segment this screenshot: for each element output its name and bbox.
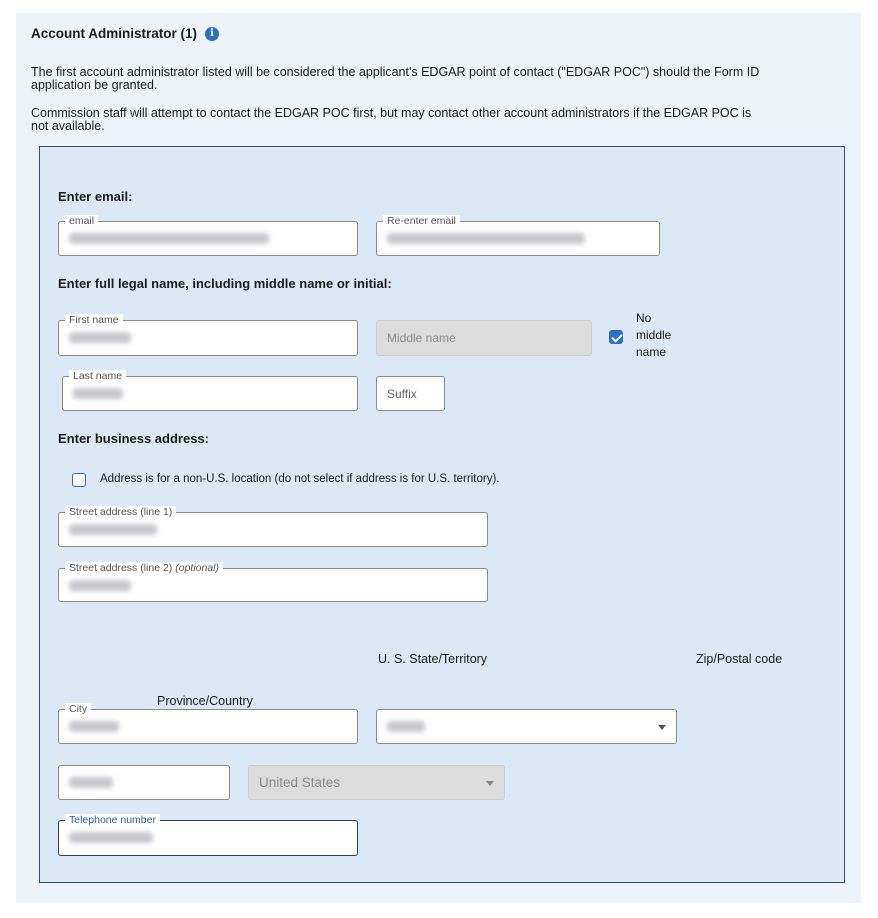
non-us-location-label: Address is for a non-U.S. location (do not select if address is for U.S. territory).: [100, 473, 500, 485]
reenter-email-field[interactable]: [376, 215, 660, 256]
street-line2-label-text: Street address (line 2): [69, 562, 173, 574]
first-name-field[interactable]: [58, 314, 358, 356]
address-heading: Enter business address:: [58, 431, 209, 446]
email-field[interactable]: [58, 215, 358, 256]
poc-description-line1: The first account administrator listed will be considered the applicant's EDGAR point of contact ("EDGAR POC") should the Form ID: [31, 65, 760, 79]
zip-code-field-value: [69, 777, 113, 788]
contact-description-line2: not available.: [31, 119, 105, 133]
section-title: Account Administrator (1): [31, 26, 198, 41]
middle-name-field[interactable]: [376, 320, 592, 356]
zip-code-field[interactable]: [58, 765, 230, 800]
last-name-field-value: [73, 388, 123, 399]
reenter-email-field-value: [387, 233, 585, 244]
street-line1-field-label: Street address (line 1): [65, 506, 176, 518]
street-line2-field-label: [65, 562, 223, 574]
telephone-field[interactable]: [58, 814, 358, 856]
country-select-caret-icon: [486, 781, 494, 786]
province-country-label: Province/Country: [157, 694, 253, 708]
no-middle-name-checkbox[interactable]: [609, 330, 623, 344]
last-name-field-label: Last name: [69, 370, 126, 382]
middle-name-placeholder: Middle name: [387, 331, 456, 345]
suffix-placeholder: Suffix: [387, 386, 417, 401]
no-middle-name-label: [636, 310, 671, 361]
first-name-field-value: [69, 332, 131, 343]
no-middle-name-label-line3: name: [636, 345, 667, 359]
street-line1-field[interactable]: [58, 506, 488, 547]
poc-description: [31, 66, 841, 92]
email-field-value: [69, 233, 269, 244]
telephone-field-label: Telephone number: [65, 814, 160, 826]
email-heading: Enter email:: [58, 189, 133, 204]
state-select[interactable]: [376, 709, 677, 744]
zip-column-label: Zip/Postal code: [696, 652, 783, 666]
street-line2-field[interactable]: [58, 562, 488, 602]
street-line1-field-value: [69, 524, 157, 535]
non-us-location-checkbox[interactable]: [72, 473, 86, 487]
email-field-label: email: [65, 215, 98, 227]
info-icon[interactable]: i: [205, 27, 219, 41]
state-column-label: U. S. State/Territory: [378, 652, 488, 666]
country-select[interactable]: [248, 765, 505, 800]
last-name-field[interactable]: [62, 370, 358, 411]
contact-description-line1: Commission staff will attempt to contact the EDGAR POC first, but may contact other account administrators if the EDGAR POC is: [31, 106, 752, 120]
no-middle-name-label-line1: No: [636, 311, 652, 325]
state-select-caret-icon: [658, 725, 666, 730]
state-select-value: [387, 721, 425, 732]
city-field[interactable]: [58, 703, 358, 744]
city-field-value: [69, 721, 119, 732]
no-middle-name-label-line2: middle: [636, 328, 672, 342]
street-line2-optional: (optional): [175, 562, 220, 574]
city-field-label: City: [65, 703, 91, 715]
reenter-email-field-label: Re-enter email: [383, 215, 460, 227]
name-heading: Enter full legal name, including middle name or initial:: [58, 276, 392, 291]
contact-description: [31, 107, 841, 133]
poc-description-line2: application be granted.: [31, 78, 158, 92]
first-name-field-label: First name: [65, 314, 123, 326]
country-select-value: United States: [259, 775, 341, 790]
street-line2-field-value: [69, 580, 131, 591]
telephone-field-value: [69, 832, 153, 843]
suffix-field[interactable]: [376, 376, 445, 411]
